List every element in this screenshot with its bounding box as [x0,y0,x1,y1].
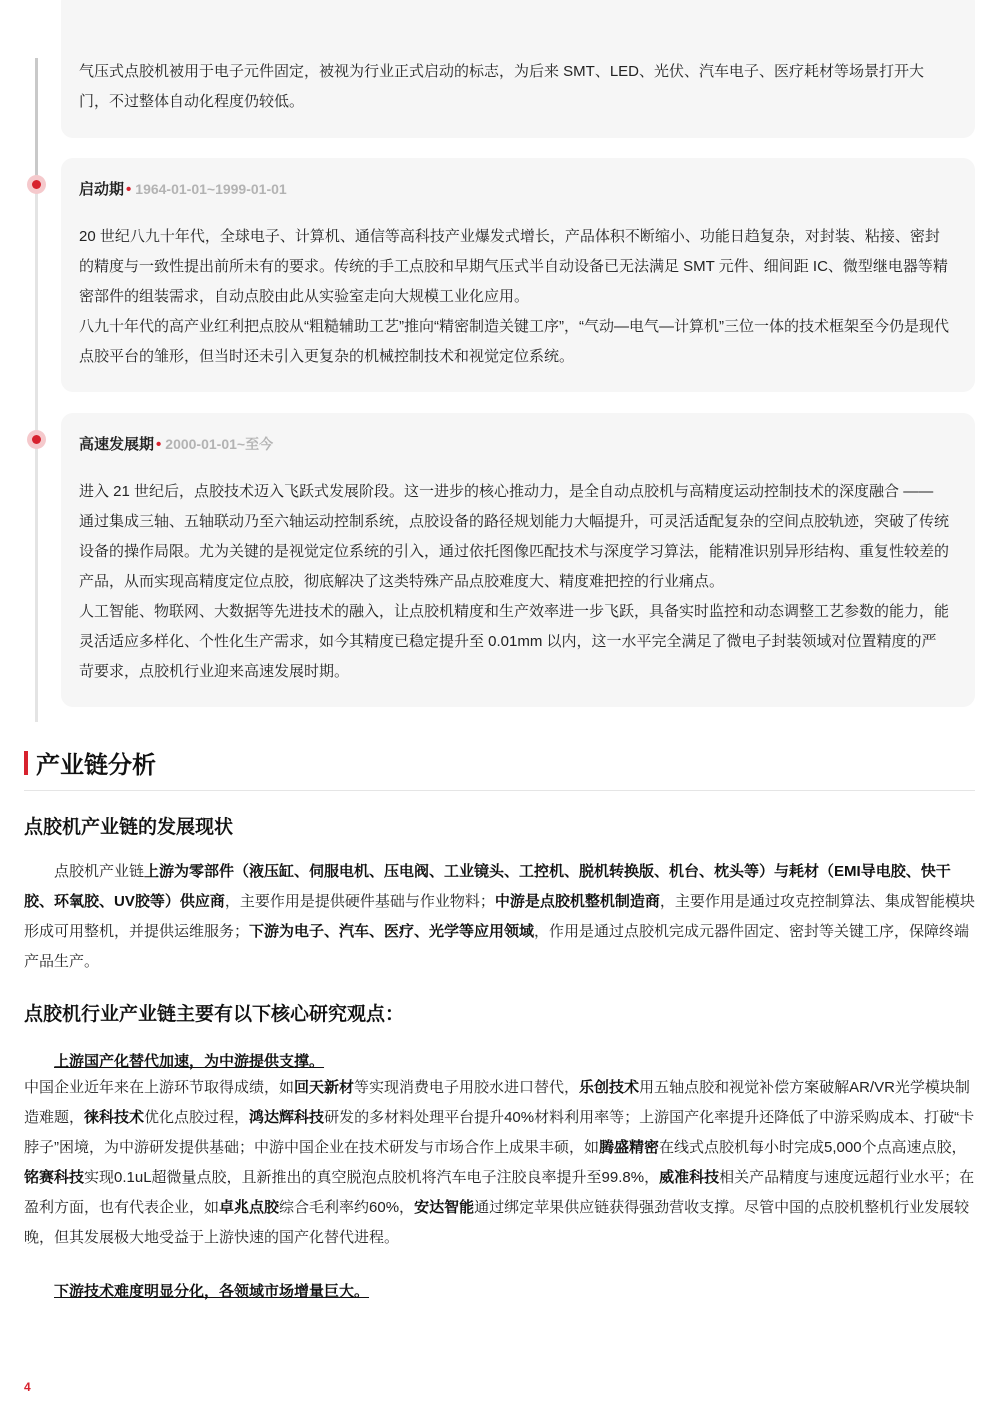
stage2-paragraph-2: 人工智能、物联网、大数据等先进技术的融入，让点胶机精度和生产效率进一步飞跃，具备实时监控和动态调整工艺参数的能力，能灵活适应多样化、个性化生产需求，如今其精度已稳定提升至 0.01mm 以内，这一水平完全满足了微电子封装领域对位置精度的严苛要求，点胶机行业迎来高速发展时期。 [79,603,950,680]
text-run: ，主要作用是通过攻克控制算法、集成智能模块形成可用整机，并提供运维服务； [24,893,975,940]
stage2-header [79,433,951,455]
text-run: 实现0.1uL超微量点胶，且新推出的真空脱泡点胶机将汽车电子注胶良率提升至99.8%， [84,1169,660,1186]
text-run: 综合毛利率约60%， [279,1199,415,1216]
text-run: 通过绑定苹果供应链获得强劲营收支撑。尽管中国的点胶机整机行业发展较晚，但其发展极大地受益于上游快速的国产化替代进程。 [24,1199,970,1246]
timeline-card-startup [61,158,975,392]
section-divider [24,790,975,791]
stage0-text: 气压式点胶机被用于电子元件固定，被视为行业正式启动的标志，为后来 SMT、LED、光伏、汽车电子、医疗耗材等场景打开大门，不过整体自动化程度仍较低。 [79,63,925,110]
stage2-title: 高速发展期 [79,436,155,453]
separator-dot: • [126,181,132,198]
point1-title: 上游国产化替代加速，为中游提供支撑。 [54,1053,325,1070]
text-run: 中国企业近年来在上游环节取得成绩，如 [24,1079,295,1096]
heading-core-views: 点胶机行业产业链主要有以下核心研究观点： [24,1004,405,1025]
company-name: 乐创技术 [579,1079,640,1096]
midstream-highlight: 中游是点胶机整机制造商 [494,893,660,910]
timeline-line-active [35,58,38,178]
company-name: 铭赛科技 [24,1169,85,1186]
text-run: 点胶机产业链 [54,863,145,880]
upstream-highlight: 上游为零部件（液压缸、伺服电机、压电阀、工业镜头、工控机、脱机转换版、机台、枕头等）与耗材（EMI导电胶、快干胶、环氧胶、UV胶等）供应商 [24,863,951,910]
timeline-dot-growth [27,430,46,449]
section-title-text: 产业链分析 [36,752,156,779]
text-run: 在线式点胶机每小时完成5,000个点高速点胶， [659,1139,967,1156]
company-name: 安达智能 [414,1199,475,1216]
stage1-paragraph-2: 八九十年代的高产业红利把点胶从“粗糙辅助工艺”推向“精密制造关键工序”，“气动—电气—计算机”三位一体的技术框架至今仍是现代点胶平台的雏形，但当时还未引入更复杂的机械控制技术和视觉定位系统。 [79,318,949,365]
point2-title: 下游技术难度明显分化，各领域市场增量巨大。 [54,1283,370,1300]
stage2-paragraph-1: 进入 21 世纪后，点胶技术迈入飞跃式发展阶段。这一进步的核心推动力，是全自动点胶机与高精度运动控制技术的深度融合 —— 通过集成三轴、五轴联动乃至六轴运动控制系统，点胶设备的路径规划能力大幅提升，可灵活适配复杂的空间点胶轨迹，突破了传统设备的操作局限。尤为关键的是视觉定位系统的引入，通过依托图像匹配技术与深度学习算法，能精准识别异形结构、重复性较差的产品，从而实现高精度定位点胶，彻底解决了这类特殊产品点胶难度大、精度难把控的行业痛点。 [79,483,950,590]
company-name: 鸿达辉科技 [249,1109,325,1126]
text-run: ，主要作用是提供硬件基础与作业物料； [224,893,495,910]
stage2-date: 2000-01-01~至今 [165,436,274,452]
text-run: 相关产品精度与速度远超行业水平；在盈利方面，也有代表企业，如 [24,1169,975,1216]
text-run: 研发的多材料处理平台提升40%材料利用率等；上游国产化率提升还降低了中游采购成本、打破“卡脖子”困境，为中游研发提供基础；中游中国企业在技术研发与市场合作上成果丰硕，如 [24,1109,975,1156]
text-run: 用五轴点胶和视觉补偿方案破解AR/VR光学模块制造难题， [24,1079,970,1126]
text-run: 等实现消费电子用胶水进口替代， [354,1079,580,1096]
company-name: 徕科技术 [84,1109,145,1126]
section-title-accent [24,751,28,775]
text-run: 优化点胶过程， [144,1109,250,1126]
company-name: 回天新材 [294,1079,355,1096]
stage1-date: 1964-01-01~1999-01-01 [135,181,287,197]
timeline-card-growth [61,413,975,707]
point1-paragraph [24,1073,976,1253]
page-number: 4 [24,1380,31,1394]
stage1-paragraph-1: 20 世纪八九十年代，全球电子、计算机、通信等高科技产业爆发式增长，产品体积不断缩小、功能日趋复杂，对封装、粘接、密封的精度与一致性提出前所未有的要求。传统的手工点胶和早期气压式半自动设备已无法满足 SMT 元件、细间距 IC、微型继电器等精密部件的组装需求，自动点胶由此从实验室走向大规模工业化应用。 [79,228,948,305]
chain-status-paragraph [24,857,976,977]
timeline-dot-startup [27,175,46,194]
stage1-title: 启动期 [79,181,125,198]
company-name: 腾盛精密 [599,1139,660,1156]
company-name: 威准科技 [659,1169,720,1186]
timeline-card-start [61,0,975,138]
separator-dot: • [156,436,162,453]
text-run: ，作用是通过点胶机完成元器件固定、密封等关键工序，保障终端产品生产。 [24,923,970,970]
downstream-highlight: 下游为电子、汽车、医疗、光学等应用领域 [249,923,535,940]
heading-chain-status: 点胶机产业链的发展现状 [24,817,234,838]
section-title [24,745,156,780]
stage1-header [79,178,951,200]
company-name: 卓兆点胶 [219,1199,280,1216]
